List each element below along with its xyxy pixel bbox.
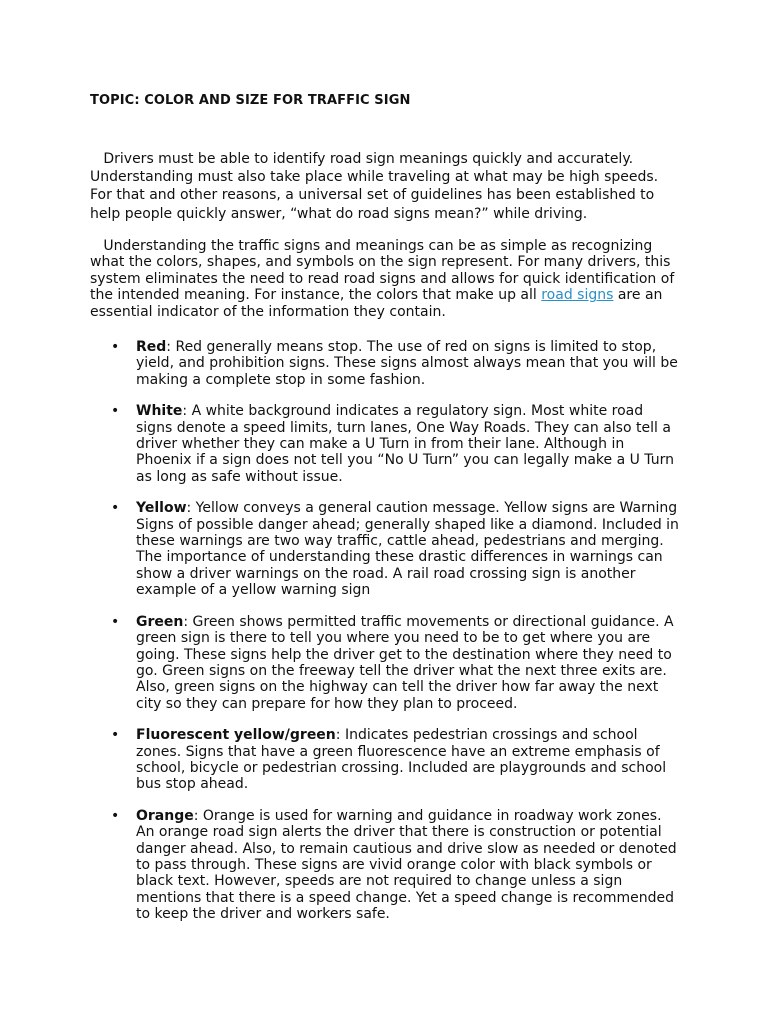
- bullet-heading: Yellow: [136, 500, 187, 517]
- bullet-white: [90, 403, 682, 485]
- bullet-orange: [90, 808, 682, 923]
- bullet-heading: White: [136, 403, 183, 420]
- bullet-heading: Fluorescent yellow/green: [136, 727, 336, 744]
- bullet-text: : Red generally means stop. The use of red on signs is limited to stop, yield, and prohibition signs. These signs almost always mean that you will be making a complete stop in some fashion.: [136, 339, 678, 388]
- bullet-dot: •: [111, 339, 120, 355]
- colors-paragraph: [90, 238, 680, 320]
- bullet-heading: Red: [136, 339, 167, 355]
- bullet-dot: •: [111, 613, 120, 630]
- document-title: TOPIC: COLOR AND SIZE FOR TRAFFIC SIGN: [90, 93, 411, 108]
- bullet-text: : Indicates pedestrian crossings and school zones. Signs that have a green fluorescence have an extreme emphasis of school, bicycle or pedestrian crossing. Included are playgrounds and school bus stop ahead.: [136, 727, 667, 793]
- bullet-dot: •: [111, 727, 120, 744]
- bullet-text: : A white background indicates a regulatory sign. Most white road signs denote a speed limits, turn lanes, One Way Roads. They can also tell a driver whether they can make a U Turn in from their lane. Although in Phoenix if a sign does not tell you “No U Turn” you can legally make a U Turn as long as safe without issue.: [136, 403, 674, 485]
- bullet-green: [90, 614, 682, 712]
- bullet-red: [90, 339, 682, 388]
- bullet-text: : Yellow conveys a general caution message. Yellow signs are Warning Signs of possible danger ahead; generally shaped like a diamond. Included in these warnings are two way traffic, cattle ahead, pedestrians and merging. The importance of understanding these drastic differences in warnings can show a driver warnings on the road. A rail road crossing sign is another example of a yellow warning sign: [136, 500, 679, 599]
- bullet-fluorescent: [90, 727, 682, 793]
- colors-paragraph-text: Understanding the traffic signs and meanings can be as simple as recognizing what the colors, shapes, and symbols on the sign represent. For many drivers, this system eliminates the need to read road signs and allows for quick identification of the intended meaning. For instance, the colors that make up all: [90, 238, 679, 304]
- bullet-dot: •: [111, 807, 120, 824]
- road-signs-link[interactable]: road signs: [541, 287, 614, 304]
- bullet-text: : Orange is used for warning and guidance in roadway work zones. An orange road sign alerts the driver that there is construction or potential danger ahead. Also, to remain cautious and drive slow as needed or denoted to pass through. These signs are vivid orange color with black symbols or black text. However, speeds are not required to change unless a sign mentions that there is a speed change. Yet a speed change is recommended to keep the driver and workers safe.: [136, 807, 677, 923]
- bullet-heading: Orange: [136, 807, 194, 824]
- intro-paragraph: Drivers must be able to identify road sign meanings quickly and accurately. Understanding must also take place while traveling at what may be high speeds. For that and other reasons, a universal set of guidelines has been established to help people quickly answer, “what do road signs mean?” while driving.: [90, 151, 663, 222]
- bullet-dot: •: [111, 500, 120, 517]
- bullet-heading: Green: [136, 613, 184, 630]
- bullet-yellow: [90, 500, 682, 598]
- colors-paragraph-text-end: are an essential indicator of the information they contain.: [90, 287, 667, 320]
- bullet-dot: •: [111, 403, 120, 420]
- color-bullet-list: [90, 339, 682, 938]
- bullet-text: : Green shows permitted traffic movements or directional guidance. A green sign is there to tell you where you need to be to get where you are going. These signs help the driver get to the destination where they need to go. Green signs on the freeway tell the driver what the next three exits are. Also, green signs on the highway can tell the driver how far away the next city so they can prepare for how they plan to proceed.: [136, 613, 674, 712]
